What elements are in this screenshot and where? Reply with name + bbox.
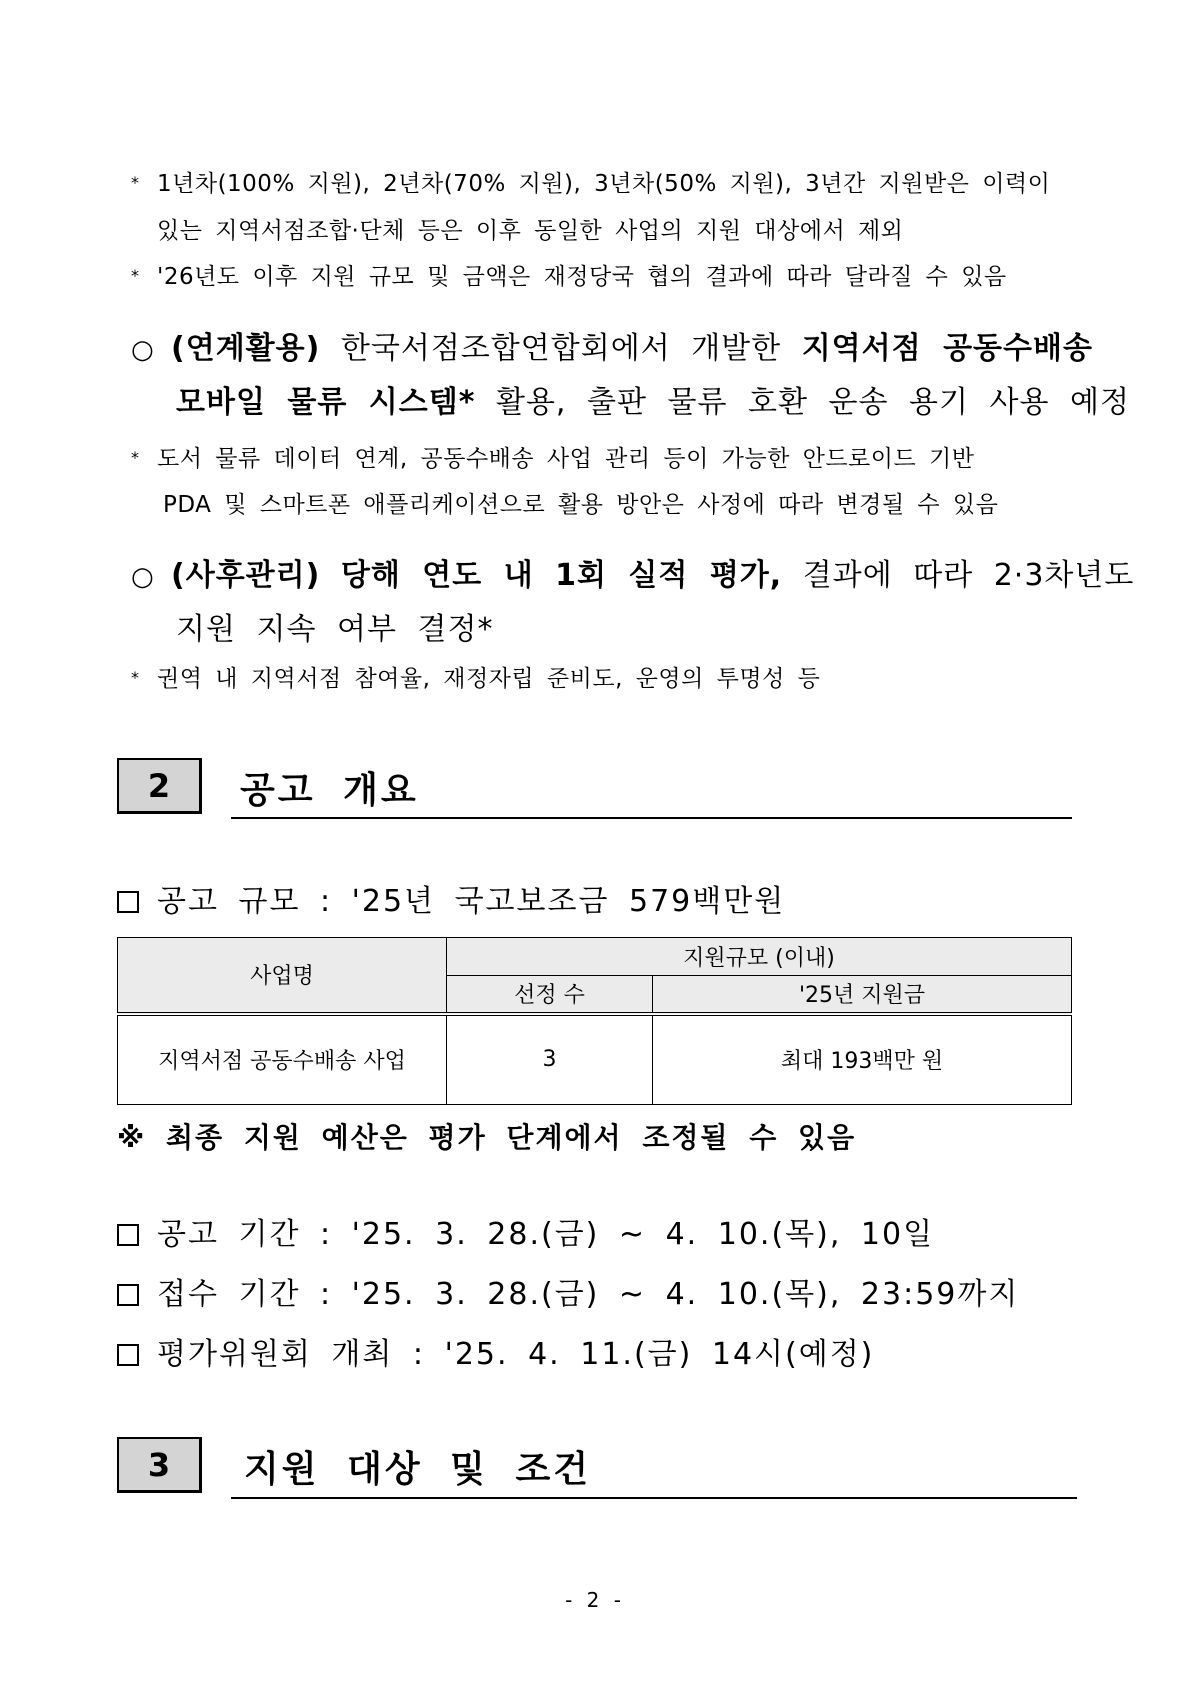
header-business: 사업명	[118, 938, 447, 1014]
page-number: - 2 -	[565, 1588, 625, 1612]
support-table	[117, 937, 1072, 1105]
note-marker: *	[131, 173, 140, 192]
linkage-line-1: ○ (연계활용) 한국서점조합연합회에서 개발한 지역서점 공동수배송	[131, 331, 1093, 366]
section-number-2: 2	[117, 758, 202, 814]
aftercare-line-1: ○ (사후관리) 당해 연도 내 1회 실적 평가, 결과에 따라 2·3차년도	[131, 558, 1135, 593]
header-support: 지원규모 (이내)	[447, 938, 1072, 976]
section-rule-2	[231, 817, 1072, 819]
checkbox-icon	[117, 891, 139, 913]
linkage-note-cont: PDA 및 스마트폰 애플리케이션으로 활용 방안은 사정에 따라 변경될 수 있음	[163, 492, 999, 518]
cell-amount: 최대 193백만 원	[653, 1014, 1072, 1105]
aftercare-note: * 권역 내 지역서점 참여율, 재정자립 준비도, 운영의 투명성 등	[131, 666, 821, 692]
linkage-line-2: 모바일 물류 시스템* 활용, 출판 물류 호환 운송 용기 사용 예정	[176, 385, 1130, 420]
linkage-note: * 도서 물류 데이터 연계, 공동수배송 사업 관리 등이 가능한 안드로이드 기반	[131, 446, 975, 472]
cell-count: 3	[447, 1014, 653, 1105]
aftercare-title: (사후관리)	[171, 558, 321, 593]
note-support-ratio: * 1년차(100% 지원), 2년차(70% 지원), 3년차(50% 지원), 3년간 지원받은 이력이	[131, 171, 1051, 197]
checkbox-icon	[117, 1224, 139, 1246]
section-rule-3	[231, 1497, 1077, 1499]
cell-business: 지역서점 공동수배송 사업	[118, 1014, 447, 1105]
bullet-marker: ○	[131, 562, 155, 592]
note-support-ratio-cont: 있는 지역서점조합·단체 등은 이후 동일한 사업의 지원 대상에서 제외	[157, 218, 904, 244]
aftercare-line-2: 지원 지속 여부 결정*	[176, 612, 494, 647]
header-count: 선정 수	[447, 976, 653, 1014]
checkbox-icon	[117, 1344, 139, 1366]
section-title-2: 공고 개요	[240, 770, 419, 811]
header-amount: '25년 지원금	[653, 976, 1072, 1014]
committee-item: 평가위원회 개최 : '25. 4. 11.(금) 14시(예정)	[117, 1329, 874, 1373]
section-number-3: 3	[117, 1437, 202, 1493]
note-marker: *	[131, 266, 140, 285]
note-marker: *	[131, 448, 140, 467]
scale-item: 공고 규모 : '25년 국고보조금 579백만원	[117, 876, 785, 920]
checkbox-icon	[117, 1284, 139, 1306]
section-title-3: 지원 대상 및 조건	[244, 1449, 592, 1490]
budget-remark: ※ 최종 지원 예산은 평가 단계에서 조정될 수 있음	[117, 1121, 857, 1154]
note-future-scale: * '26년도 이후 지원 규모 및 금액은 재정당국 협의 결과에 따라 달라질 수 있음	[131, 264, 1007, 290]
linkage-title: (연계활용)	[171, 331, 321, 366]
note-marker: *	[131, 668, 140, 687]
bullet-marker: ○	[131, 335, 155, 365]
period-notice-item: 공고 기간 : '25. 3. 28.(금) ~ 4. 10.(목), 10일	[117, 1209, 934, 1253]
period-receipt-item: 접수 기간 : '25. 3. 28.(금) ~ 4. 10.(목), 23:59까지	[117, 1269, 1019, 1313]
